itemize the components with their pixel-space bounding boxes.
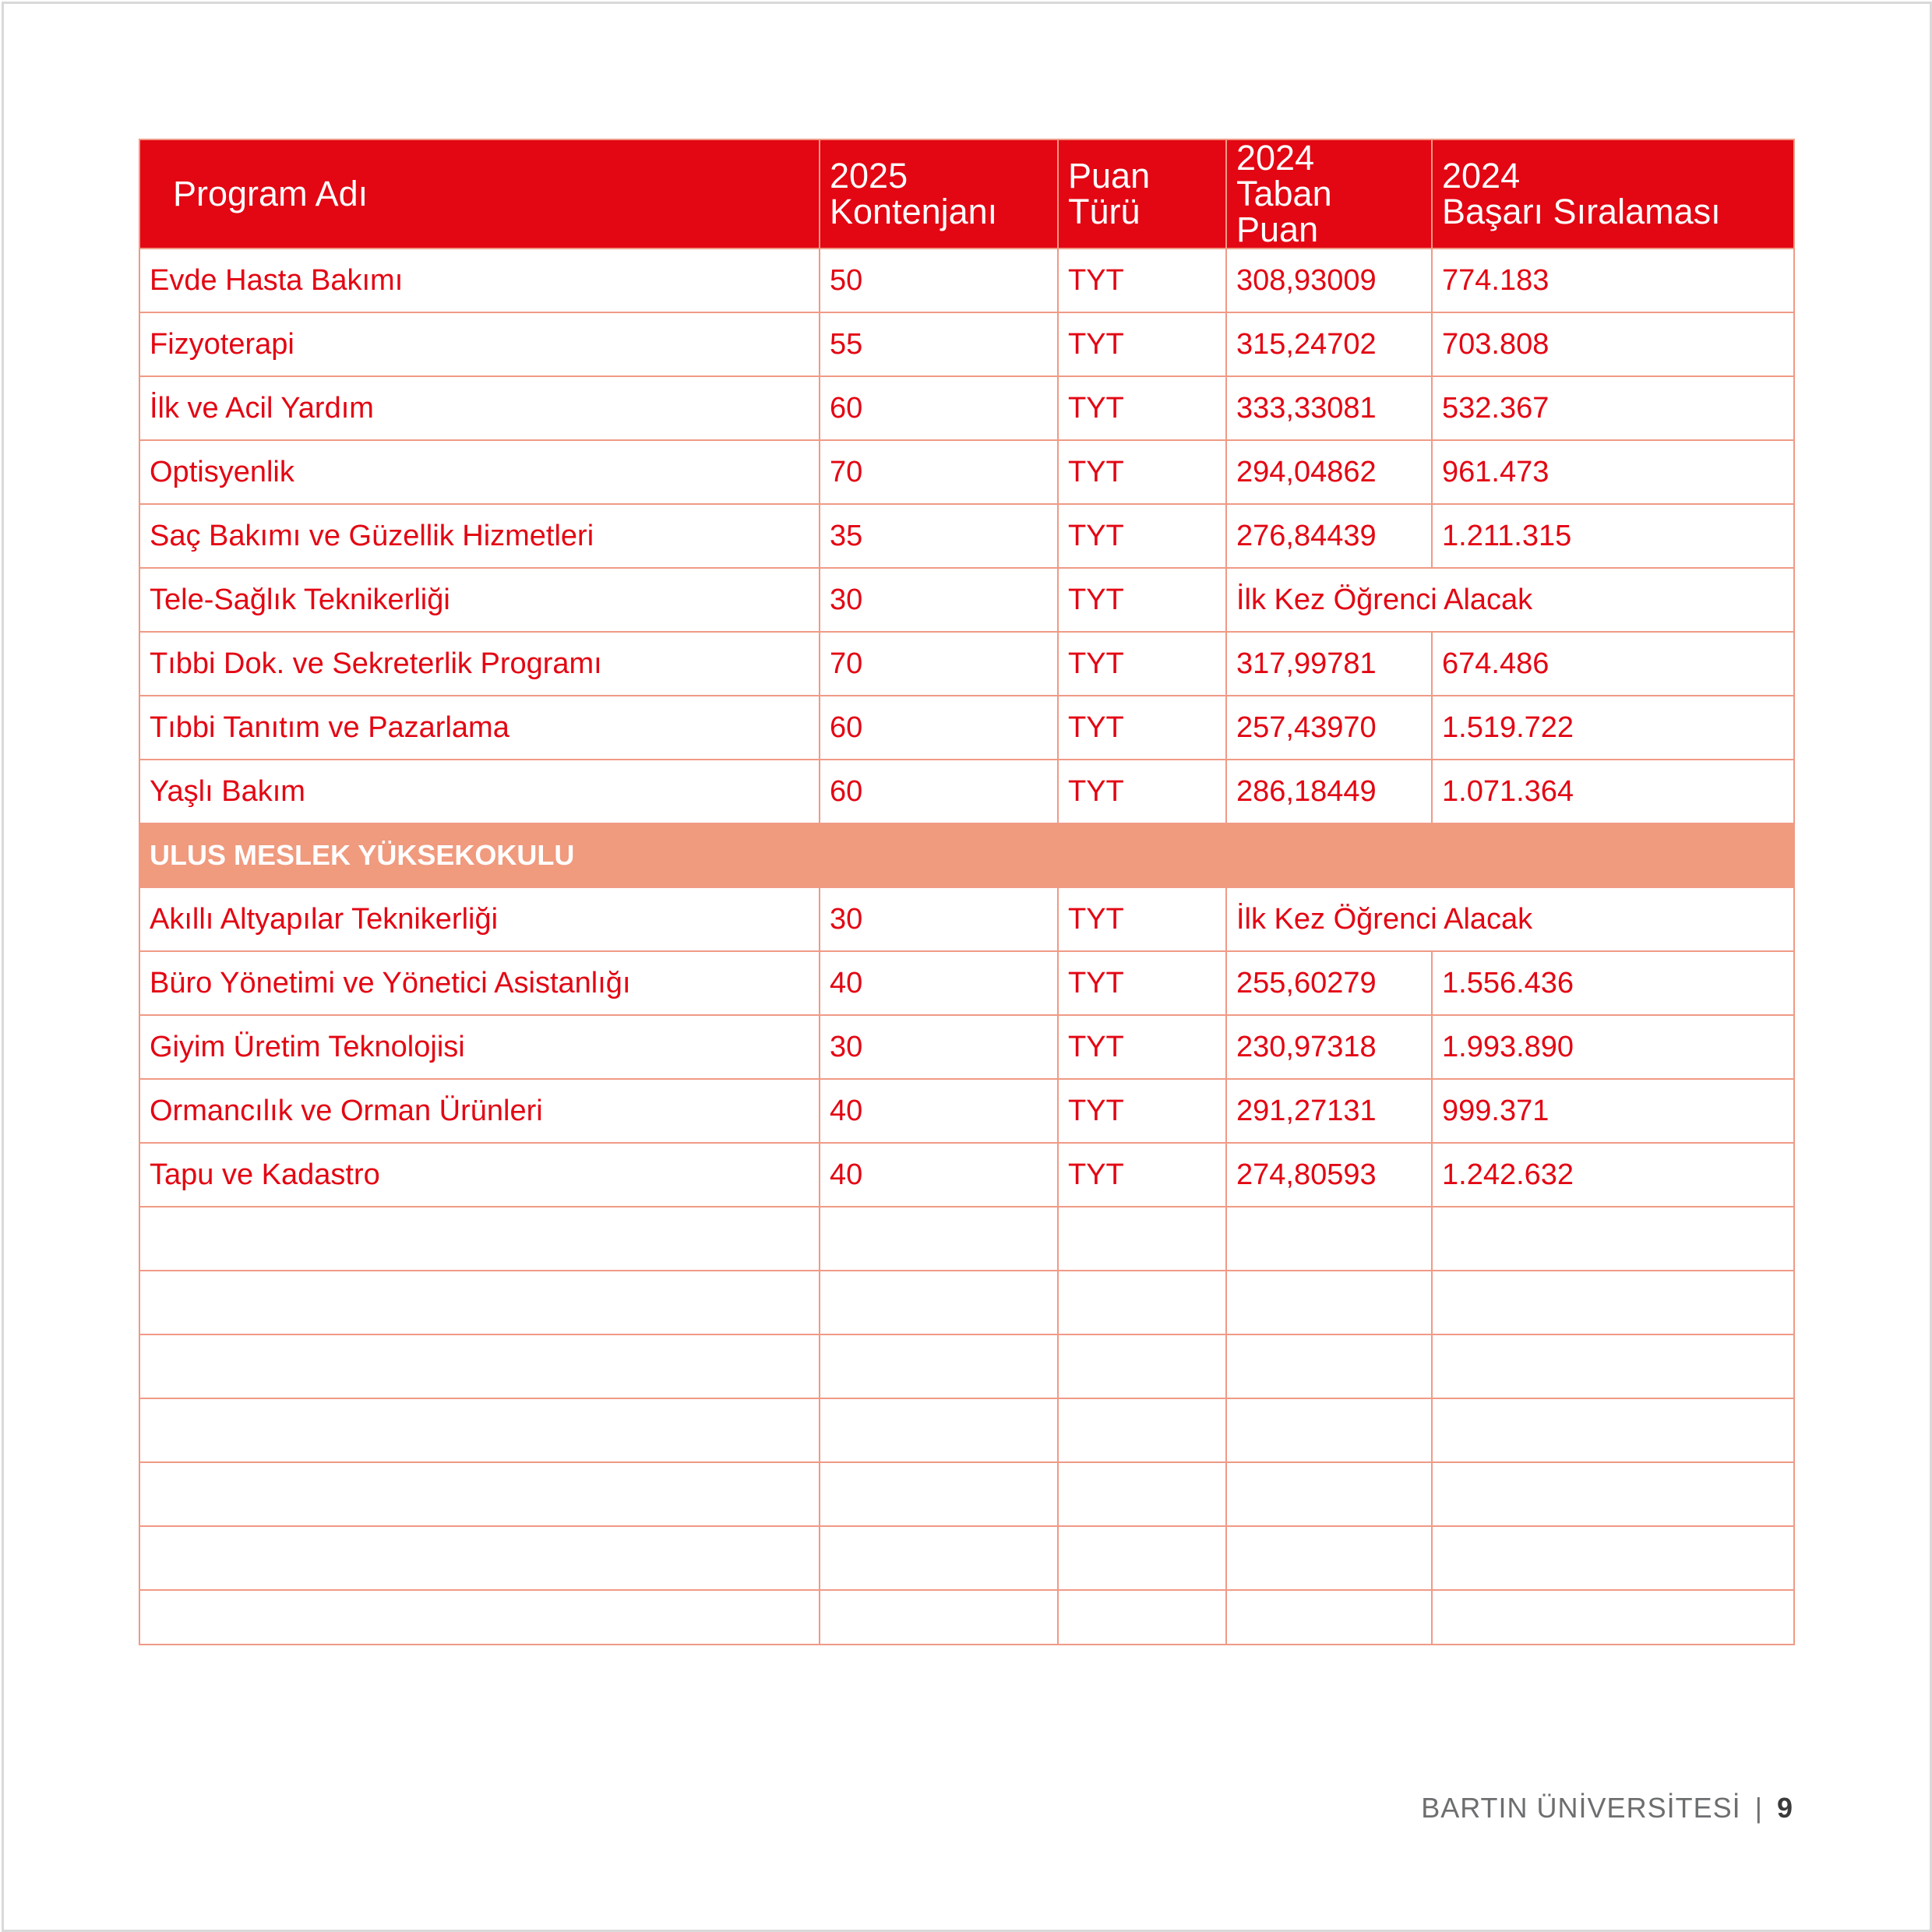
- program-name: Yaşlı Bakım: [139, 760, 820, 823]
- empty-row: [139, 1271, 1794, 1334]
- university-name: BARTIN ÜNİVERSİTESİ: [1421, 1792, 1741, 1824]
- quota-cell: 40: [820, 951, 1058, 1015]
- empty-row: [139, 1207, 1794, 1271]
- table-row: [139, 376, 1794, 440]
- empty-cell: [820, 1462, 1058, 1526]
- program-name: Tele-Sağlık Teknikerliği: [139, 568, 820, 632]
- score-type-cell: TYT: [1058, 376, 1226, 440]
- empty-row: [139, 1590, 1794, 1645]
- empty-row: [139, 1526, 1794, 1590]
- empty-cell: [1226, 1526, 1432, 1590]
- table-row: [139, 568, 1794, 632]
- header-base-score-label: Taban Puan: [1236, 174, 1332, 249]
- rank-cell: 703.808: [1432, 312, 1794, 376]
- program-name: İlk ve Acil Yardım: [139, 376, 820, 440]
- base-score-cell: 274,80593: [1226, 1143, 1432, 1207]
- section-title: ULUS MESLEK YÜKSEKOKULU: [139, 823, 1794, 887]
- empty-cell: [820, 1398, 1058, 1462]
- base-score-cell: 255,60279: [1226, 951, 1432, 1015]
- empty-cell: [820, 1526, 1058, 1590]
- table-row: [139, 632, 1794, 696]
- table-row: [139, 887, 1794, 951]
- table-header-row: [139, 139, 1794, 249]
- program-name: Büro Yönetimi ve Yönetici Asistanlığı: [139, 951, 820, 1015]
- empty-cell: [139, 1271, 820, 1334]
- base-score-cell: 257,43970: [1226, 696, 1432, 760]
- empty-cell: [1226, 1271, 1432, 1334]
- rank-cell: 1.556.436: [1432, 951, 1794, 1015]
- footer-separator: |: [1754, 1792, 1763, 1824]
- quota-cell: 40: [820, 1079, 1058, 1143]
- header-score-type-line1: Puan: [1068, 156, 1151, 196]
- table-row: [139, 1015, 1794, 1079]
- empty-cell: [139, 1590, 820, 1645]
- header-rank: [1432, 139, 1794, 249]
- program-name: Ormancılık ve Orman Ürünleri: [139, 1079, 820, 1143]
- empty-cell: [1058, 1398, 1226, 1462]
- rank-cell: 532.367: [1432, 376, 1794, 440]
- empty-cell: [820, 1334, 1058, 1398]
- empty-cell: [1058, 1590, 1226, 1645]
- header-quota-year: 2025: [830, 156, 908, 196]
- quota-cell: 60: [820, 376, 1058, 440]
- header-quota: [820, 139, 1058, 249]
- quota-cell: 50: [820, 249, 1058, 312]
- score-type-cell: TYT: [1058, 568, 1226, 632]
- header-score-type-line2: Türü: [1068, 192, 1141, 231]
- table-row: [139, 504, 1794, 568]
- empty-cell: [1432, 1398, 1794, 1462]
- section-header-row: [139, 823, 1794, 887]
- header-quota-label: Kontenjanı: [830, 192, 998, 231]
- quota-cell: 70: [820, 440, 1058, 504]
- empty-cell: [1226, 1334, 1432, 1398]
- score-type-cell: TYT: [1058, 760, 1226, 823]
- rank-cell: 1.519.722: [1432, 696, 1794, 760]
- score-type-cell: TYT: [1058, 249, 1226, 312]
- empty-cell: [1226, 1590, 1432, 1645]
- score-type-cell: TYT: [1058, 696, 1226, 760]
- program-name: Fizyoterapi: [139, 312, 820, 376]
- empty-row: [139, 1398, 1794, 1462]
- quota-cell: 70: [820, 632, 1058, 696]
- empty-cell: [1432, 1271, 1794, 1334]
- empty-cell: [1432, 1334, 1794, 1398]
- empty-cell: [139, 1462, 820, 1526]
- table-row: [139, 1079, 1794, 1143]
- header-program-label: Program Adı: [173, 174, 368, 213]
- base-score-cell: 308,93009: [1226, 249, 1432, 312]
- rank-cell: 961.473: [1432, 440, 1794, 504]
- quota-cell: 60: [820, 760, 1058, 823]
- base-score-cell: 317,99781: [1226, 632, 1432, 696]
- score-type-cell: TYT: [1058, 887, 1226, 951]
- empty-cell: [1058, 1271, 1226, 1334]
- program-name: Giyim Üretim Teknolojisi: [139, 1015, 820, 1079]
- rank-cell: 999.371: [1432, 1079, 1794, 1143]
- score-type-cell: TYT: [1058, 312, 1226, 376]
- empty-cell: [820, 1271, 1058, 1334]
- empty-cell: [139, 1207, 820, 1271]
- quota-cell: 40: [820, 1143, 1058, 1207]
- quota-cell: 35: [820, 504, 1058, 568]
- empty-cell: [139, 1526, 820, 1590]
- header-base-score-year: 2024: [1236, 138, 1315, 178]
- quota-cell: 60: [820, 696, 1058, 760]
- empty-cell: [820, 1207, 1058, 1271]
- base-score-cell: 286,18449: [1226, 760, 1432, 823]
- rank-cell: 1.993.890: [1432, 1015, 1794, 1079]
- empty-cell: [1226, 1398, 1432, 1462]
- score-type-cell: TYT: [1058, 951, 1226, 1015]
- rank-cell: 1.211.315: [1432, 504, 1794, 568]
- program-name: Evde Hasta Bakımı: [139, 249, 820, 312]
- program-name: Tıbbi Tanıtım ve Pazarlama: [139, 696, 820, 760]
- empty-cell: [1058, 1334, 1226, 1398]
- empty-cell: [1432, 1207, 1794, 1271]
- header-score-type: [1058, 139, 1226, 249]
- base-score-cell: 315,24702: [1226, 312, 1432, 376]
- empty-cell: [1058, 1462, 1226, 1526]
- quota-cell: 30: [820, 1015, 1058, 1079]
- empty-cell: [820, 1590, 1058, 1645]
- quota-cell: 30: [820, 568, 1058, 632]
- empty-cell: [139, 1334, 820, 1398]
- score-type-cell: TYT: [1058, 1079, 1226, 1143]
- empty-cell: [1058, 1207, 1226, 1271]
- quota-cell: 30: [820, 887, 1058, 951]
- program-name: Akıllı Altyapılar Teknikerliği: [139, 887, 820, 951]
- base-score-cell: 291,27131: [1226, 1079, 1432, 1143]
- empty-cell: [1058, 1526, 1226, 1590]
- empty-cell: [1432, 1590, 1794, 1645]
- rank-cell: 674.486: [1432, 632, 1794, 696]
- score-type-cell: TYT: [1058, 440, 1226, 504]
- empty-cell: [1432, 1462, 1794, 1526]
- table-row: [139, 696, 1794, 760]
- quota-cell: 55: [820, 312, 1058, 376]
- table-row: [139, 249, 1794, 312]
- base-score-cell: 230,97318: [1226, 1015, 1432, 1079]
- first-intake-note: İlk Kez Öğrenci Alacak: [1226, 568, 1794, 632]
- header-rank-label: Başarı Sıralaması: [1442, 192, 1721, 231]
- page-number: 9: [1776, 1792, 1793, 1824]
- program-name: Tıbbi Dok. ve Sekreterlik Programı: [139, 632, 820, 696]
- score-type-cell: TYT: [1058, 504, 1226, 568]
- table-row: [139, 951, 1794, 1015]
- empty-row: [139, 1462, 1794, 1526]
- empty-cell: [1226, 1207, 1432, 1271]
- rank-cell: 1.071.364: [1432, 760, 1794, 823]
- header-program-name: [139, 139, 820, 249]
- empty-row: [139, 1334, 1794, 1398]
- empty-cell: [139, 1398, 820, 1462]
- table-row: [139, 760, 1794, 823]
- program-name: Optisyenlik: [139, 440, 820, 504]
- rank-cell: 1.242.632: [1432, 1143, 1794, 1207]
- program-name: Saç Bakımı ve Güzellik Hizmetleri: [139, 504, 820, 568]
- base-score-cell: 333,33081: [1226, 376, 1432, 440]
- header-base-score: [1226, 139, 1432, 249]
- table-row: [139, 1143, 1794, 1207]
- first-intake-note: İlk Kez Öğrenci Alacak: [1226, 887, 1794, 951]
- program-name: Tapu ve Kadastro: [139, 1143, 820, 1207]
- programs-table: [139, 139, 1795, 1645]
- page-footer: [1421, 1792, 1793, 1824]
- empty-cell: [1432, 1526, 1794, 1590]
- base-score-cell: 276,84439: [1226, 504, 1432, 568]
- base-score-cell: 294,04862: [1226, 440, 1432, 504]
- score-type-cell: TYT: [1058, 1143, 1226, 1207]
- table-row: [139, 312, 1794, 376]
- table-row: [139, 440, 1794, 504]
- empty-cell: [1226, 1462, 1432, 1526]
- score-type-cell: TYT: [1058, 632, 1226, 696]
- rank-cell: 774.183: [1432, 249, 1794, 312]
- score-type-cell: TYT: [1058, 1015, 1226, 1079]
- header-rank-year: 2024: [1442, 156, 1521, 196]
